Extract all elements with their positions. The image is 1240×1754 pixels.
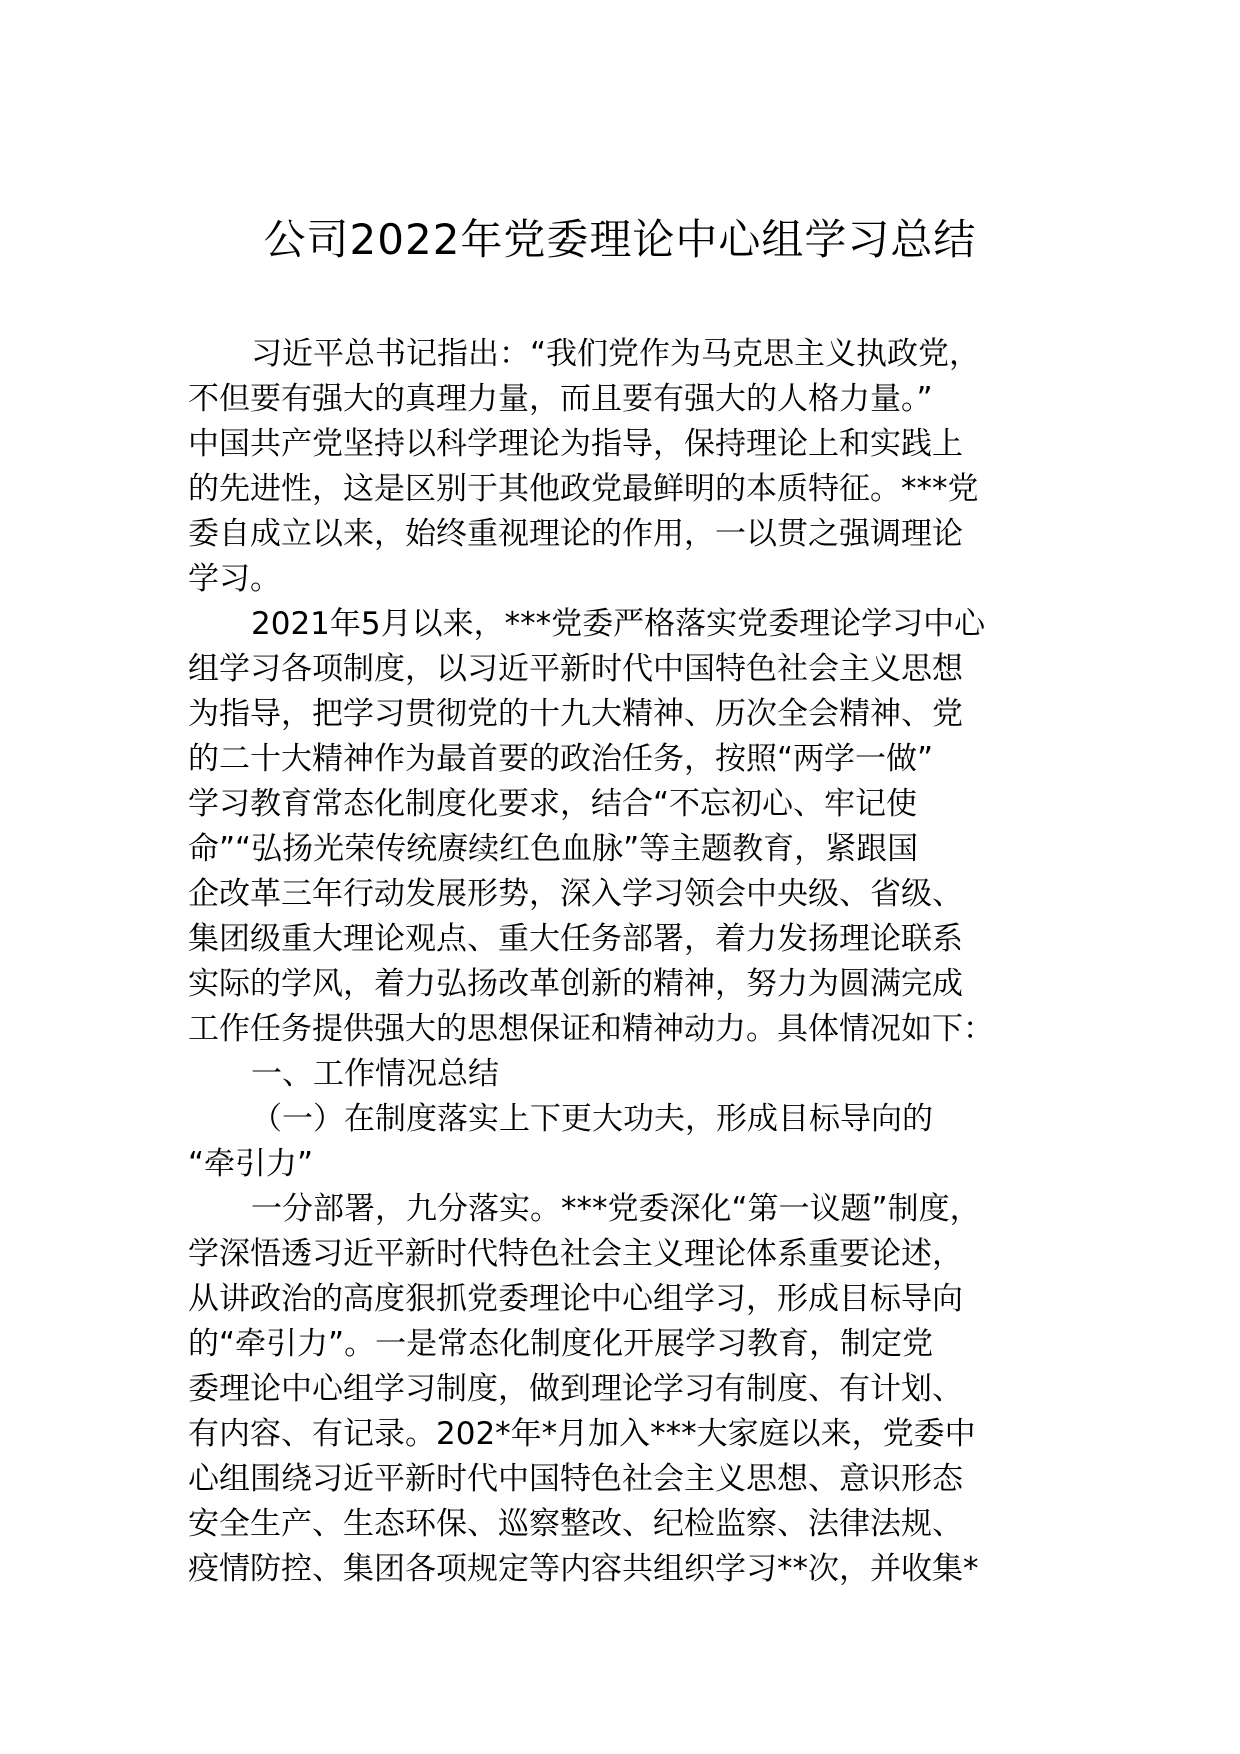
paragraph-3-line-7: 心组围绕习近平新时代中国特色社会主义思想、意识形态	[188, 1461, 963, 1497]
paragraph-2-line-7: 企改革三年行动发展形势，深入学习领会中央级、省级、	[188, 876, 963, 912]
paragraph-2-line-2: 组学习各项制度，以习近平新时代中国特色社会主义思想	[188, 651, 963, 687]
paragraph-3-line-5: 委理论中心组学习制度，做到理论学习有制度、有计划、	[188, 1371, 963, 1407]
paragraph-3-line-9: 疫情防控、集团各项规定等内容共组织学习**次，并收集*	[188, 1551, 979, 1587]
paragraph-2-line-4: 的二十大精神作为最首要的政治任务，按照“两学一做”	[188, 741, 934, 777]
paragraph-3-line-8: 安全生产、生态环保、巡察整改、纪检监察、法律法规、	[188, 1506, 963, 1542]
paragraph-1-line-2: 不但要有强大的真理力量，而且要有强大的人格力量。”	[188, 381, 933, 417]
paragraph-2-line-9: 实际的学风，着力弘扬改革创新的精神，努力为圆满完成	[188, 966, 963, 1002]
paragraph-3-line-4: 的“牵引力”。一是常态化制度化开展学习教育，制定党	[188, 1326, 934, 1362]
paragraph-3-line-1: 一分部署，九分落实。***党委深化“第一议题”制度，	[251, 1191, 981, 1227]
paragraph-1-line-5: 委自成立以来，始终重视理论的作用，一以贯之强调理论	[188, 516, 963, 552]
paragraph-2-line-1: 2021年5月以来，***党委严格落实党委理论学习中心	[251, 606, 986, 642]
paragraph-3-line-6: 有内容、有记录。202*年*月加入***大家庭以来，党委中	[188, 1416, 976, 1452]
paragraph-3-line-3: 从讲政治的高度狠抓党委理论中心组学习，形成目标导向	[188, 1281, 963, 1317]
paragraph-1-line-1: 习近平总书记指出：“我们党作为马克思主义执政党，	[251, 336, 981, 372]
paragraph-3-line-2: 学深悟透习近平新时代特色社会主义理论体系重要论述，	[188, 1236, 963, 1272]
paragraph-2-line-10: 工作任务提供强大的思想保证和精神动力。具体情况如下：	[188, 1011, 994, 1047]
document-body	[188, 332, 1088, 1592]
paragraph-2-line-6: 命”“弘扬光荣传统赓续红色血脉”等主题教育，紧跟国	[188, 831, 919, 867]
paragraph-1-line-6: 学习。	[188, 561, 281, 597]
paragraph-2-line-8: 集团级重大理论观点、重大任务部署，着力发扬理论联系	[188, 921, 963, 957]
document-title: 公司2022年党委理论中心组学习总结	[263, 215, 977, 264]
subsection-heading-1-line-1: （一）在制度落实上下更大功夫，形成目标导向的	[251, 1101, 933, 1137]
paragraph-1-line-3: 中国共产党坚持以科学理论为指导，保持理论上和实践上	[188, 426, 963, 462]
section-heading-1: 一、工作情况总结	[251, 1056, 499, 1092]
paragraph-2-line-3: 为指导，把学习贯彻党的十九大精神、历次全会精神、党	[188, 696, 963, 732]
paragraph-1-line-4: 的先进性，这是区别于其他政党最鲜明的本质特征。***党	[188, 471, 979, 507]
paragraph-2-line-5: 学习教育常态化制度化要求，结合“不忘初心、牢记使	[188, 786, 918, 822]
subsection-heading-1-line-2: “牵引力”	[188, 1146, 314, 1182]
